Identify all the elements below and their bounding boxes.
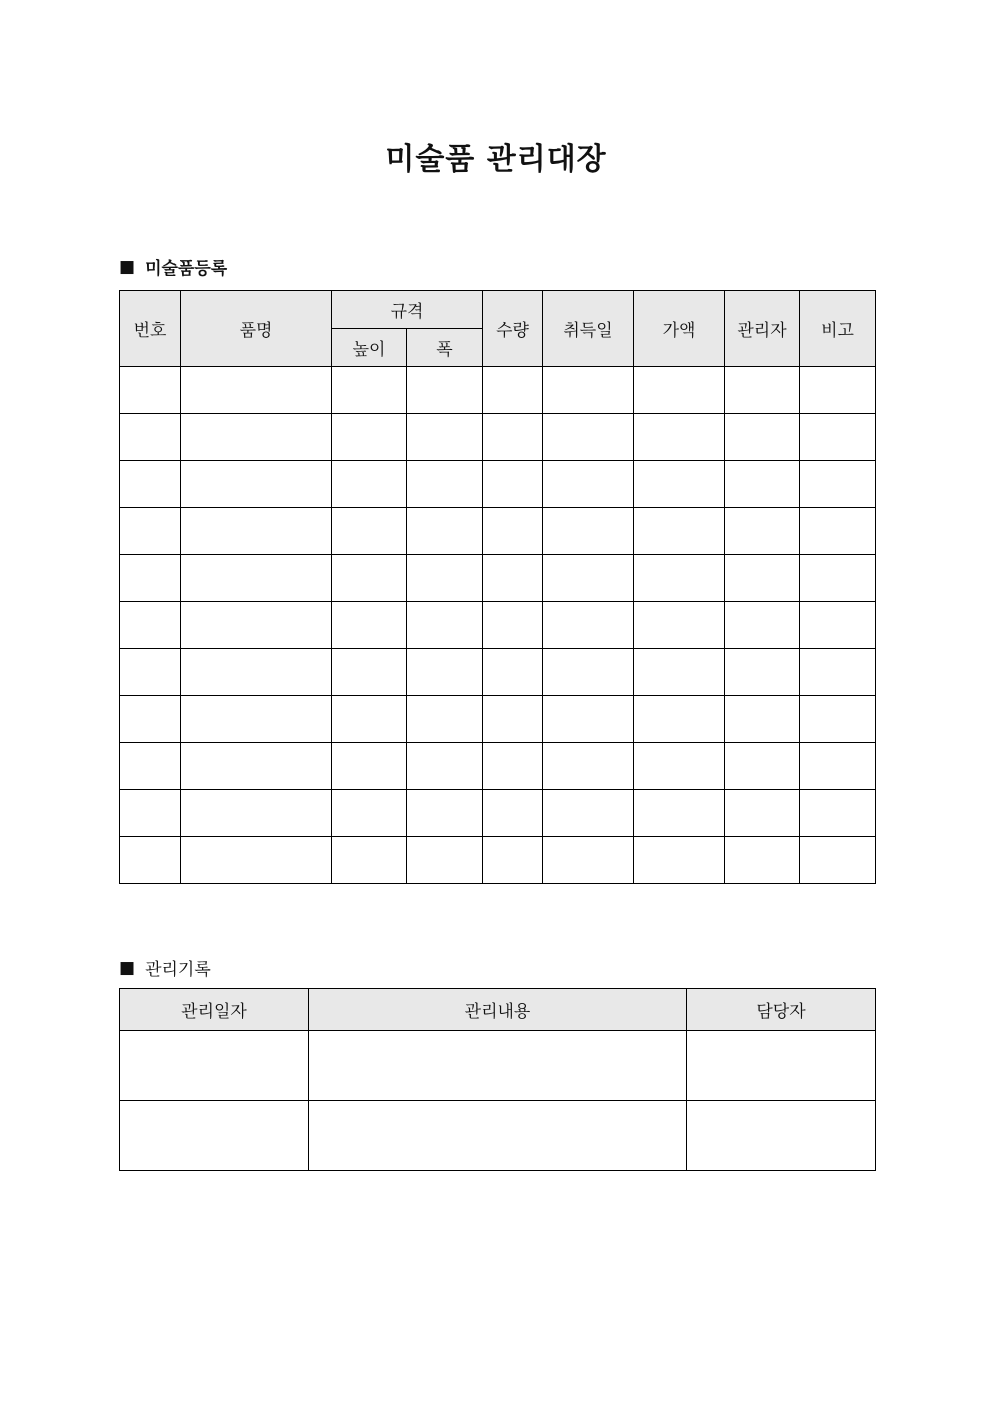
register-cell[interactable] (634, 790, 725, 837)
table-row (120, 696, 876, 743)
register-cell[interactable] (800, 367, 876, 414)
register-cell[interactable] (800, 696, 876, 743)
register-cell[interactable] (725, 555, 800, 602)
header-management-content: 관리내용 (309, 989, 687, 1031)
register-cell[interactable] (634, 555, 725, 602)
register-cell[interactable] (332, 649, 407, 696)
register-cell[interactable] (800, 837, 876, 884)
register-cell[interactable] (181, 414, 332, 461)
table-row (120, 602, 876, 649)
table-row (120, 461, 876, 508)
register-cell[interactable] (407, 602, 483, 649)
table-row (120, 1101, 876, 1171)
register-cell[interactable] (120, 414, 181, 461)
register-cell[interactable] (407, 649, 483, 696)
table-row (120, 555, 876, 602)
table-row (120, 837, 876, 884)
register-cell[interactable] (332, 508, 407, 555)
header-number: 번호 (120, 291, 181, 367)
register-cell[interactable] (407, 367, 483, 414)
register-cell[interactable] (407, 696, 483, 743)
register-cell[interactable] (407, 461, 483, 508)
table-row (120, 367, 876, 414)
register-cell[interactable] (483, 602, 543, 649)
register-cell[interactable] (483, 461, 543, 508)
register-cell[interactable] (181, 508, 332, 555)
register-cell[interactable] (800, 414, 876, 461)
square-bullet-icon: ■ (119, 256, 136, 277)
header-management-date: 관리일자 (120, 989, 309, 1031)
register-cell[interactable] (543, 555, 634, 602)
register-cell[interactable] (634, 743, 725, 790)
register-cell[interactable] (483, 696, 543, 743)
register-cell[interactable] (181, 790, 332, 837)
table-row (120, 414, 876, 461)
page-title: 미술품 관리대장 (385, 142, 607, 177)
register-cell[interactable] (543, 696, 634, 743)
register-cell[interactable] (483, 790, 543, 837)
register-cell[interactable] (120, 461, 181, 508)
register-cell[interactable] (407, 837, 483, 884)
register-cell[interactable] (800, 743, 876, 790)
register-cell[interactable] (483, 649, 543, 696)
register-cell[interactable] (543, 414, 634, 461)
register-cell[interactable] (120, 367, 181, 414)
register-cell[interactable] (543, 367, 634, 414)
header-quantity: 수량 (483, 291, 543, 367)
header-height: 높이 (332, 329, 407, 367)
table-row (120, 790, 876, 837)
register-cell[interactable] (332, 414, 407, 461)
register-cell[interactable] (181, 602, 332, 649)
register-cell[interactable] (543, 508, 634, 555)
register-cell[interactable] (634, 508, 725, 555)
register-cell[interactable] (181, 743, 332, 790)
register-cell[interactable] (120, 696, 181, 743)
register-cell[interactable] (483, 743, 543, 790)
register-cell[interactable] (407, 508, 483, 555)
register-cell[interactable] (634, 602, 725, 649)
register-cell[interactable] (120, 508, 181, 555)
register-cell[interactable] (725, 602, 800, 649)
register-cell[interactable] (407, 743, 483, 790)
register-cell[interactable] (120, 649, 181, 696)
register-cell[interactable] (483, 837, 543, 884)
register-section-heading (119, 254, 227, 279)
register-cell[interactable] (725, 696, 800, 743)
register-cell[interactable] (120, 837, 181, 884)
register-cell[interactable] (483, 555, 543, 602)
register-cell[interactable] (634, 837, 725, 884)
register-cell[interactable] (332, 602, 407, 649)
register-cell[interactable] (483, 414, 543, 461)
register-cell[interactable] (120, 743, 181, 790)
register-cell[interactable] (543, 837, 634, 884)
table-row (120, 1031, 876, 1101)
register-cell[interactable] (332, 790, 407, 837)
header-item-name: 품명 (181, 291, 332, 367)
register-cell[interactable] (543, 461, 634, 508)
register-cell[interactable] (120, 602, 181, 649)
record-cell[interactable] (687, 1101, 876, 1171)
register-cell[interactable] (407, 790, 483, 837)
register-cell[interactable] (120, 790, 181, 837)
register-cell[interactable] (800, 649, 876, 696)
register-cell[interactable] (725, 508, 800, 555)
register-cell[interactable] (634, 414, 725, 461)
square-bullet-icon: ■ (119, 957, 136, 978)
register-cell[interactable] (181, 555, 332, 602)
record-cell[interactable] (309, 1101, 687, 1171)
register-cell[interactable] (800, 602, 876, 649)
register-cell[interactable] (634, 461, 725, 508)
header-person-in-charge: 담당자 (687, 989, 876, 1031)
register-cell[interactable] (332, 367, 407, 414)
table-row (120, 508, 876, 555)
header-width: 폭 (407, 329, 483, 367)
record-cell[interactable] (120, 1031, 309, 1101)
register-table-body (120, 367, 876, 884)
register-cell[interactable] (483, 367, 543, 414)
register-cell[interactable] (332, 743, 407, 790)
register-cell[interactable] (407, 414, 483, 461)
register-cell[interactable] (725, 837, 800, 884)
register-cell[interactable] (181, 461, 332, 508)
register-cell[interactable] (332, 696, 407, 743)
register-cell[interactable] (543, 649, 634, 696)
table-row (120, 743, 876, 790)
register-cell[interactable] (725, 461, 800, 508)
register-cell[interactable] (725, 367, 800, 414)
header-note: 비고 (800, 291, 876, 367)
register-cell[interactable] (332, 461, 407, 508)
register-cell[interactable] (543, 602, 634, 649)
register-cell[interactable] (181, 367, 332, 414)
management-record-table (119, 988, 876, 1171)
register-cell[interactable] (332, 555, 407, 602)
artwork-register-table (119, 290, 876, 884)
register-cell[interactable] (181, 696, 332, 743)
record-section-label: 관리기록 (145, 960, 211, 980)
register-cell[interactable] (407, 555, 483, 602)
register-cell[interactable] (181, 837, 332, 884)
record-cell[interactable] (120, 1101, 309, 1171)
record-table-body (120, 1031, 876, 1171)
register-section-label: 미술품등록 (145, 259, 228, 279)
register-cell[interactable] (634, 696, 725, 743)
register-cell[interactable] (483, 508, 543, 555)
header-manager: 관리자 (725, 291, 800, 367)
header-spec: 규격 (332, 291, 483, 329)
register-cell[interactable] (800, 790, 876, 837)
header-price: 가액 (634, 291, 725, 367)
register-cell[interactable] (725, 649, 800, 696)
register-cell[interactable] (634, 367, 725, 414)
register-cell[interactable] (725, 743, 800, 790)
header-acquired-date: 취득일 (543, 291, 634, 367)
register-cell[interactable] (543, 743, 634, 790)
register-cell[interactable] (800, 508, 876, 555)
table-row (120, 649, 876, 696)
register-cell[interactable] (332, 837, 407, 884)
register-cell[interactable] (800, 461, 876, 508)
register-cell[interactable] (634, 649, 725, 696)
register-cell[interactable] (181, 649, 332, 696)
register-cell[interactable] (725, 790, 800, 837)
register-cell[interactable] (120, 555, 181, 602)
register-cell[interactable] (725, 414, 800, 461)
record-cell[interactable] (309, 1031, 687, 1101)
record-cell[interactable] (687, 1031, 876, 1101)
record-section-heading (119, 955, 211, 980)
register-cell[interactable] (543, 790, 634, 837)
register-cell[interactable] (800, 555, 876, 602)
